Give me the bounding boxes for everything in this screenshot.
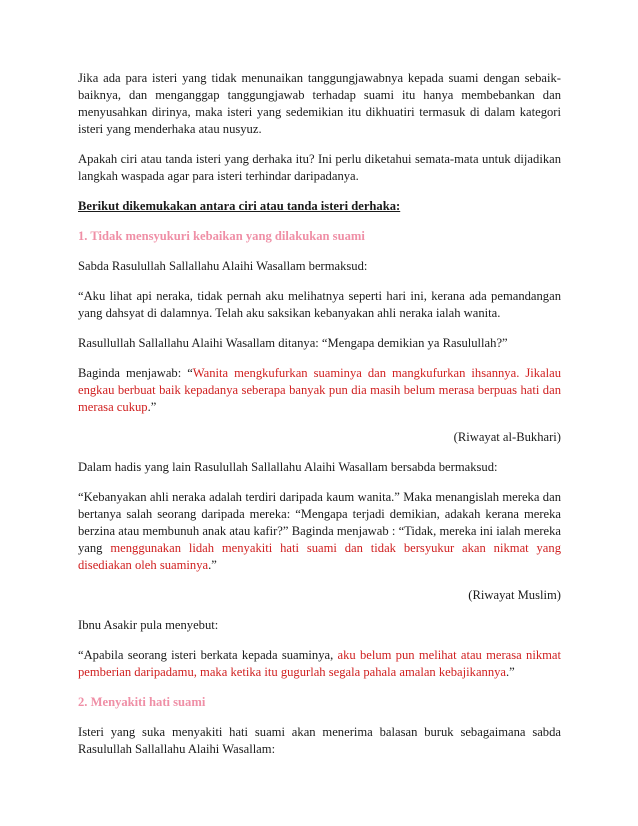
- closing-paragraph: Isteri yang suka menyakiti hati suami akan menerima balasan buruk sebagaimana sabda Rasulullah Sallallahu Alaihi Wasallam:: [78, 725, 561, 756]
- answer-lead: Baginda menjawab: “: [78, 366, 193, 380]
- hadith-quote-1: “Aku lihat api neraka, tidak pernah aku melihatnya seperti hari ini, kerana ada pemandangan yang dahsyat di dalamnya. Telah aku saksikan kebanyakan ahli neraka ialah wanita.: [78, 289, 561, 320]
- question-to-prophet: Rasullullah Sallallahu Alaihi Wasallam ditanya: “Mengapa demikian ya Rasulullah?”: [78, 336, 508, 350]
- quote-highlight: menggunakan lidah menyakiti hati suami dan tidak bersyukur akan nikmat yang disediakan oleh suaminya: [78, 541, 561, 572]
- ibnu-asakir-quote: [78, 647, 561, 681]
- hadith-intro-2: Dalam hadis yang lain Rasulullah Sallallahu Alaihi Wasallam bersabda bermaksud:: [78, 460, 498, 474]
- source-muslim: (Riwayat Muslim): [468, 588, 561, 602]
- heading-2: 2. Menyakiti hati suami: [78, 695, 206, 709]
- asakir-lead: “Apabila seorang isteri berkata kepada suaminya,: [78, 648, 338, 662]
- document-page: [78, 70, 561, 771]
- answer-end: .”: [147, 400, 157, 414]
- question-paragraph: Apakah ciri atau tanda isteri yang derhaka itu? Ini perlu diketahui semata-mata untuk dijadikan langkah waspada agar para isteri terhindar daripadanya.: [78, 152, 561, 183]
- quote-end: .”: [208, 558, 217, 572]
- prophet-answer-1: [78, 365, 561, 416]
- quote-lead: “Kebanyakan ahli neraka adalah terdiri daripada kaum wanita.” Maka menangislah mereka dan bertanya salah seorang daripada mereka: “Mengapa terjadi demikian, adakah kerana mereka berzina atau membunuh anak atau kafir?” Baginda menjawab : “Tidak, mereka ini ialah mereka yang: [78, 490, 561, 555]
- heading-1: 1. Tidak mensyukuri kebaikan yang dilakukan suami: [78, 229, 365, 243]
- asakir-end: .”: [506, 665, 515, 679]
- hadith-intro-1: Sabda Rasulullah Sallallahu Alaihi Wasallam bermaksud:: [78, 259, 368, 273]
- source-bukhari: (Riwayat al-Bukhari): [453, 430, 561, 444]
- answer-highlight: Wanita mengkufurkan suaminya dan mangkufurkan ihsannya. Jikalau engkau berbuat baik kepadanya seberapa banyak pun dia masih belum merasa berpuas hati dan merasa cukup: [78, 366, 561, 414]
- asakir-highlight: aku belum pun melihat atau merasa nikmat pemberian daripadamu, maka ketika itu gugurlah segala pahala amalan kebajikannya: [78, 648, 561, 679]
- hadith-quote-2: [78, 489, 561, 574]
- section-intro: Berikut dikemukakan antara ciri atau tanda isteri derhaka:: [78, 199, 401, 213]
- ibnu-asakir-intro: Ibnu Asakir pula menyebut:: [78, 618, 219, 632]
- intro-paragraph: Jika ada para isteri yang tidak menunaikan tanggungjawabnya kepada suami dengan sebaik-baiknya, dan menganggap tanggungjawab terhadap suami itu hanya membebankan dan menyusahkan dirinya, maka isteri yang sedemikian itu dikhuatiri termasuk di dalam kategori isteri yang menderhaka atau nusyuz.: [78, 71, 561, 136]
